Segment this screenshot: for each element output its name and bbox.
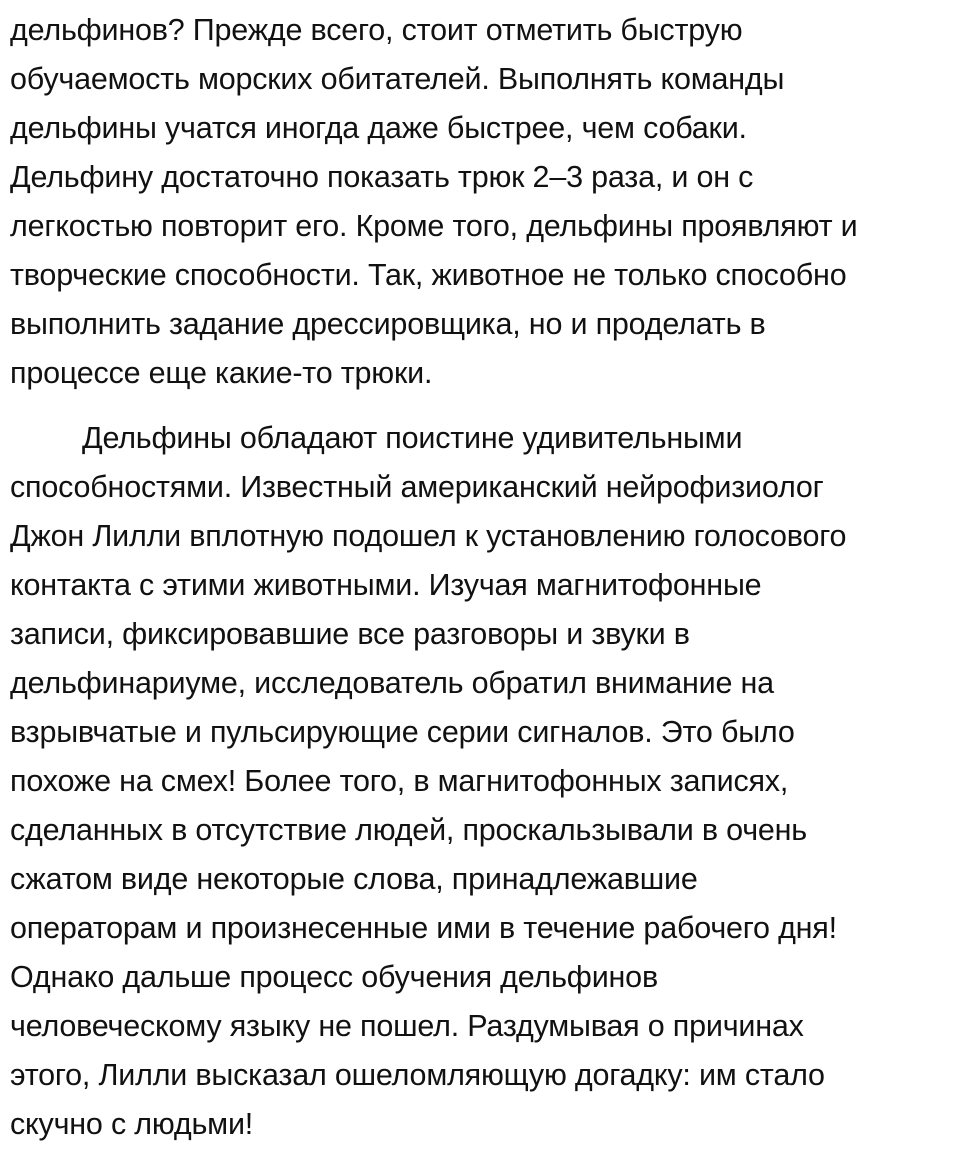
text-line: способностями. Известный американский нейрофизиолог xyxy=(10,470,824,504)
text-line: легкостью повторит его. Кроме того, дельфины проявляют и xyxy=(10,209,858,243)
text-line: дельфинов? Прежде всего, стоит отметить быструю xyxy=(10,13,743,47)
text-line: этого, Лилли высказал ошеломляющую догадку: им стало xyxy=(10,1058,825,1092)
text-line: сделанных в отсутствие людей, проскальзывали в очень xyxy=(10,813,808,847)
text-line: процессе еще какие-то трюки. xyxy=(10,356,433,390)
text-line-first: Дельфины обладают поистине удивительными xyxy=(82,421,743,455)
text-line: Однако дальше процесс обучения дельфинов xyxy=(10,960,658,994)
text-line: творческие способности. Так, животное не только способно xyxy=(10,258,847,292)
text-line: обучаемость морских обитателей. Выполнять команды xyxy=(10,62,785,96)
text-line: человеческому языку не пошел. Раздумывая о причинах xyxy=(10,1009,804,1043)
document-page xyxy=(10,6,955,1149)
text-line: дельфины учатся иногда даже быстрее, чем собаки. xyxy=(10,111,747,145)
text-line: дельфинариуме, исследователь обратил внимание на xyxy=(10,666,774,700)
paragraph-1 xyxy=(10,6,955,398)
text-line: контакта с этими животными. Изучая магнитофонные xyxy=(10,568,762,602)
paragraph-2 xyxy=(10,414,955,1149)
text-line: сжатом виде некоторые слова, принадлежавшие xyxy=(10,862,698,896)
text-line: скучно с людьми! xyxy=(10,1107,254,1141)
text-line: похоже на смех! Более того, в магнитофонных записях, xyxy=(10,764,789,798)
text-line: взрывчатые и пульсирующие серии сигналов. Это было xyxy=(10,715,795,749)
text-line: Дельфину достаточно показать трюк 2–3 раза, и он с xyxy=(10,160,754,194)
text-line: выполнить задание дрессировщика, но и проделать в xyxy=(10,307,766,341)
text-line: Джон Лилли вплотную подошел к установлению голосового xyxy=(10,519,847,553)
text-line: записи, фиксировавшие все разговоры и звуки в xyxy=(10,617,690,651)
text-line: операторам и произнесенные ими в течение рабочего дня! xyxy=(10,911,837,945)
